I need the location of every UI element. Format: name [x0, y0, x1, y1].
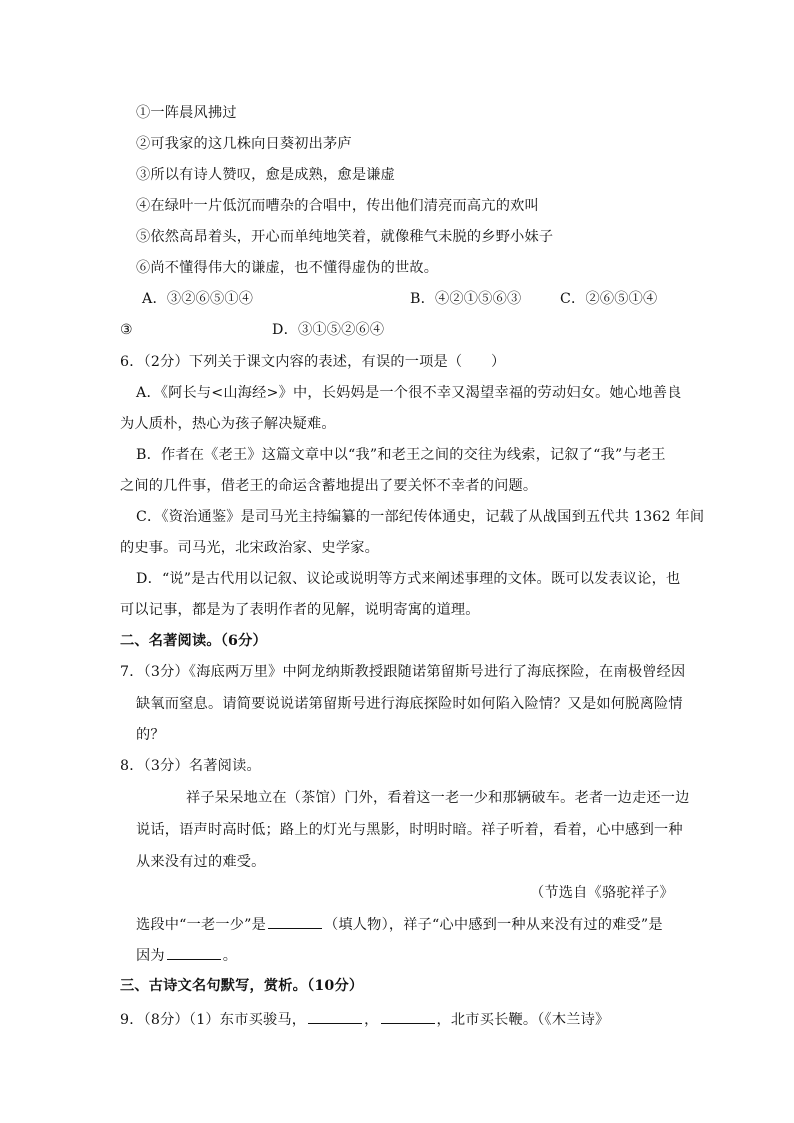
q6-option-b-line1: B．作者在《老王》这篇文章中以“我”和老王之间的交往为线索，记叙了“我”与老王: [136, 447, 666, 463]
section-3-heading: 三、古诗文名句默写，赏析。（10分）: [120, 978, 364, 994]
q7-line1: 7．（3分）《海底两万里》中阿龙纳斯教授跟随诺第留斯号进行了海底探险，在南极曾经因: [120, 664, 686, 680]
q8-question-line1: [136, 914, 663, 935]
q9-line1: [120, 1009, 609, 1030]
q5-option-b: B．④②①⑤⑥③: [410, 291, 522, 307]
q6-option-a-line1: A．《阿长与<山海经>》中，长妈妈是一个很不幸又渴望幸福的劳动妇女。她心地善良: [136, 385, 682, 401]
q8-stem: 8．（3分）名著阅读。: [120, 758, 261, 774]
q5-option-c: C．②⑥⑤①④: [560, 291, 658, 307]
q8-passage-line1: 祥子呆呆地立在（茶馆）门外，看着这一老一少和那辆破车。老者一边走还一边: [186, 790, 690, 806]
q6-option-a-line2: 为人质朴，热心为孩子解决疑难。: [120, 416, 336, 432]
ordering-item-2: ②可我家的这几株向日葵初出茅庐: [136, 136, 352, 152]
q5-option-c-wrap: ③: [120, 322, 133, 338]
ordering-item-5: ⑤依然高昂着头，开心而单纯地笑着，就像稚气未脱的乡野小妹子: [136, 229, 554, 245]
section-2-heading: 二、名著阅读。（6分）: [120, 633, 267, 649]
q5-option-d: D．③①⑤②⑥④: [272, 322, 385, 338]
q8-question-text-b: （填人物），祥子“心中感到一种从来没有过的难受”是: [324, 917, 663, 933]
q8-question-text-d: 。: [222, 948, 238, 964]
q6-option-c-line2: 的史事。司马光，北宋政治家、史学家。: [120, 540, 379, 556]
answer-blank[interactable]: [381, 1009, 435, 1024]
q9-separator: ，: [364, 1012, 379, 1028]
q8-question-text-c: 因为: [136, 948, 165, 964]
answer-blank[interactable]: [268, 914, 322, 929]
q6-option-b-line2: 之间的几件事，借老王的命运含蓄地提出了要关怀不幸者的问题。: [120, 478, 538, 494]
q6-option-d-line1: D．“说”是古代用以记叙、议论或说明等方式来阐述事理的文体。既可以发表议论，也: [136, 571, 681, 587]
q7-line2: 缺氧而窒息。请简要说说诺第留斯号进行海底探险时如何陷入险情？又是如何脱离险情: [136, 696, 683, 712]
q8-question-text-a: 选段中“一老一少”是: [136, 917, 267, 933]
answer-blank[interactable]: [167, 945, 221, 960]
answer-blank[interactable]: [308, 1009, 362, 1024]
q8-source: （节选自《骆驼祥子》: [530, 885, 674, 901]
q6-option-c-line1: C．《资治通鉴》是司马光主持编纂的一部纪传体通史，记载了从战国到五代共 1362 年间: [136, 509, 705, 525]
ordering-item-3: ③所以有诗人赞叹，愈是成熟，愈是谦虚: [136, 167, 395, 183]
ordering-item-4: ④在绿叶一片低沉而嘈杂的合唱中，传出他们清亮而高亢的欢叫: [136, 198, 539, 214]
ordering-item-1: ①一阵晨风拂过: [136, 105, 237, 121]
q8-passage-line2: 说话，语声时高时低；路上的灯光与黑影，时明时暗。祥子听着，看着，心中感到一种: [136, 822, 683, 838]
q8-question-line2: [136, 945, 237, 966]
q9-text-a: 9．（8分）（1）东市买骏马，: [120, 1012, 307, 1028]
q8-passage-line3: 从来没有过的难受。: [136, 854, 266, 870]
q6-stem: 6．（2分）下列关于课文内容的表述，有误的一项是（ ）: [120, 354, 506, 370]
q6-option-d-line2: 可以记事，都是为了表明作者的见解，说明寄寓的道理。: [120, 602, 480, 618]
q9-text-b: ，北市买长鞭。（《木兰诗》: [436, 1012, 610, 1028]
ordering-item-6: ⑥尚不懂得伟大的谦虚，也不懂得虚伪的世故。: [136, 260, 439, 276]
q7-line3: 的？: [136, 727, 165, 743]
q5-option-a: A．③②⑥⑤①④: [142, 291, 254, 307]
